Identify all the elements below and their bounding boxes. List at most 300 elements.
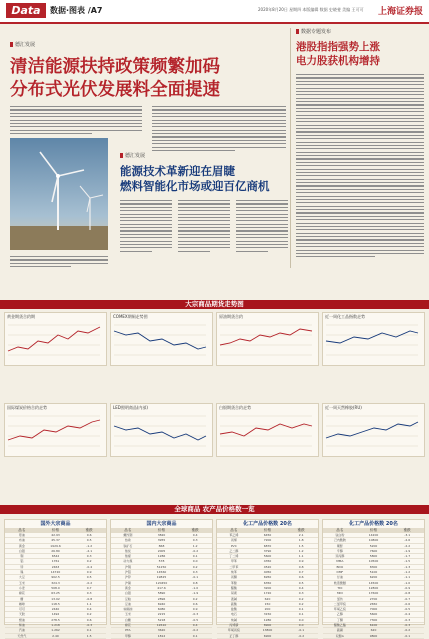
table-cell: 2700 bbox=[369, 596, 378, 601]
table-cell: 13.02 bbox=[51, 596, 60, 601]
table-cell: 丙酮 bbox=[230, 575, 237, 580]
table-chem-gainers bbox=[216, 519, 319, 638]
table-cell: 1.1 bbox=[298, 554, 304, 559]
sub-body-col3 bbox=[236, 200, 288, 254]
table-cell: 5800 bbox=[369, 554, 378, 559]
table-cell: 5200 bbox=[369, 543, 378, 548]
table-cell: 铁矿石 bbox=[123, 543, 133, 548]
table-cell: 软泡聚醚 bbox=[333, 580, 346, 585]
table-header-cell: 涨跌 bbox=[85, 528, 93, 532]
table-cell: -0.8 bbox=[86, 596, 93, 601]
table-cell: 醋酸乙酯 bbox=[333, 623, 346, 628]
chart-plot bbox=[114, 321, 209, 361]
table-cell: 1.1 bbox=[86, 601, 92, 606]
table-cell: -1.9 bbox=[192, 591, 199, 596]
table-cell: 沪锌 bbox=[124, 575, 131, 580]
table-cell: 620 bbox=[370, 628, 377, 633]
table-title: 国外大宗商品 bbox=[40, 521, 71, 527]
commodity-chart bbox=[322, 403, 425, 457]
table-cell: 液碱 bbox=[230, 596, 237, 601]
main-body-col2 bbox=[152, 106, 286, 153]
table-cell: 锌 bbox=[20, 564, 24, 569]
table-cell: 小麦 bbox=[18, 585, 25, 590]
table-cell: 12610 bbox=[156, 623, 167, 628]
chart-line bbox=[8, 420, 100, 440]
table-cell: 0.9 bbox=[86, 570, 92, 575]
table-cell: 1761 bbox=[51, 559, 60, 564]
table-cell: 2.40 bbox=[52, 633, 59, 638]
commodity-chart bbox=[4, 312, 107, 366]
table-cell: -0.3 bbox=[86, 623, 93, 628]
table-cell: -0.2 bbox=[192, 628, 199, 633]
table-cell: TDI bbox=[337, 585, 343, 590]
table-cell: 868 bbox=[158, 543, 165, 548]
table-cell: 0.2 bbox=[86, 612, 92, 617]
table-cell: 0.2 bbox=[298, 596, 304, 601]
table-cell: 乙醇 bbox=[336, 612, 343, 617]
table-title: 国内大宗商品 bbox=[146, 521, 177, 527]
table-cell: 5218 bbox=[157, 617, 166, 622]
table-cell: -0.1 bbox=[192, 575, 199, 580]
table-header-cell: 品名 bbox=[336, 528, 344, 532]
table-cell: 2896 bbox=[157, 596, 166, 601]
table-cell: 2215 bbox=[157, 612, 166, 617]
sub-title-line1: 能源技术革新迎在眉睫 bbox=[120, 164, 235, 178]
table-cell: -0.2 bbox=[404, 628, 411, 633]
sub-body-col1 bbox=[120, 200, 172, 254]
table-cell: 0.9 bbox=[298, 559, 304, 564]
table-cell: 正丁醇 bbox=[229, 633, 239, 638]
table-cell: 咖啡 bbox=[18, 601, 25, 606]
table-foreign-commodities bbox=[4, 519, 107, 638]
table-cell: 3150 bbox=[263, 612, 272, 617]
table-cell: 棕榈油 bbox=[123, 607, 133, 612]
table-cell: 8900 bbox=[263, 623, 272, 628]
table-cell: 578 bbox=[158, 559, 165, 564]
table-cell: 甘油 bbox=[336, 575, 343, 580]
table-row bbox=[5, 634, 106, 639]
table-cell: 6350 bbox=[263, 580, 272, 585]
table-title: 化工产品价格数 20名 bbox=[243, 521, 292, 527]
table-header-cell: 品名 bbox=[18, 528, 26, 532]
table-cell: 沪铝 bbox=[124, 570, 131, 575]
table-cell: 0.2 bbox=[86, 559, 92, 564]
right-title-line1: 港股指指强势上涨 bbox=[296, 41, 380, 53]
sub-title-line2: 燃料智能化市场或迎百亿商机 bbox=[120, 179, 270, 193]
table-cell: 乙二醇 bbox=[229, 548, 239, 553]
table-cell: 苯酚 bbox=[230, 580, 237, 585]
table-cell: -1.2 bbox=[86, 543, 93, 548]
table-cell: 0.0 bbox=[298, 623, 304, 628]
table-row bbox=[111, 634, 212, 639]
table-cell: DMF bbox=[336, 570, 344, 575]
chart-line bbox=[8, 327, 100, 351]
chart-plot bbox=[326, 321, 421, 361]
table-header-cell: 涨跌 bbox=[297, 528, 305, 532]
table-cell: 63.25 bbox=[51, 591, 60, 596]
table-cell: 3790 bbox=[263, 548, 272, 553]
table-cell: 丙烯 bbox=[230, 538, 237, 543]
table-cell: 0.5 bbox=[86, 575, 92, 580]
table-cell: 0.4 bbox=[86, 607, 92, 612]
table-cell: 沪镍 bbox=[124, 580, 131, 585]
table-cell: -0.7 bbox=[404, 596, 411, 601]
table-cell: 17600 bbox=[368, 591, 379, 596]
table-cell: -0.3 bbox=[404, 617, 411, 622]
chart-line bbox=[114, 331, 206, 349]
table-cell: 1.218 bbox=[51, 623, 60, 628]
table-cell: 9800 bbox=[369, 633, 378, 638]
table-chem-losers bbox=[322, 519, 425, 638]
table-cell: 盐酸 bbox=[230, 607, 237, 612]
table-header-cell: 价格 bbox=[158, 528, 165, 532]
table-header-cell: 价格 bbox=[370, 528, 377, 532]
table-cell: 1.262 bbox=[51, 628, 60, 633]
table-cell: -0.4 bbox=[404, 612, 411, 617]
table-header-cell: 涨跌 bbox=[191, 528, 199, 532]
table-cell: 黄金 bbox=[124, 585, 131, 590]
table-cell: 白糖 bbox=[124, 617, 131, 622]
chart-title: 原油期货合约 bbox=[219, 314, 243, 319]
table-cell: -1.9 bbox=[404, 548, 411, 553]
chart-plot bbox=[8, 412, 103, 452]
table-cell: 环氧乙烷 bbox=[333, 607, 346, 612]
table-cell: 45.37 bbox=[51, 538, 60, 543]
table-cell: 甲醇 bbox=[124, 633, 131, 638]
table-cell: 42.93 bbox=[51, 533, 60, 537]
table-cell: 6950 bbox=[263, 575, 272, 580]
table-cell: 二甲苯 bbox=[229, 564, 239, 569]
table-cell: 0.8 bbox=[298, 564, 304, 569]
table-cell: 1.2 bbox=[298, 548, 304, 553]
table-cell: 燃油 bbox=[18, 617, 25, 622]
table-cell: 硫酸 bbox=[230, 601, 237, 606]
table-cell: 3200 bbox=[263, 585, 272, 590]
commodity-chart bbox=[110, 403, 213, 457]
table-cell: 6080 bbox=[157, 607, 166, 612]
table-cell: 沪铜 bbox=[124, 564, 131, 569]
chart-title: 黄金期货合约期 bbox=[7, 314, 35, 319]
chart-line bbox=[114, 426, 206, 440]
table-cell: 2.1 bbox=[298, 533, 304, 537]
main-body-col1 bbox=[10, 106, 142, 136]
table-cell: 120450 bbox=[155, 580, 168, 585]
table-cell: -0.8 bbox=[404, 591, 411, 596]
table-cell: 6200 bbox=[369, 575, 378, 580]
table-cell: 螺纹钢 bbox=[123, 533, 133, 537]
table-cell: 丁酮 bbox=[336, 617, 343, 622]
table-cell: -3.1 bbox=[404, 533, 411, 537]
table-cell: 2005 bbox=[157, 548, 166, 553]
table-cell: 3620 bbox=[157, 628, 166, 633]
table-row bbox=[217, 634, 318, 639]
table-cell: 14720 bbox=[50, 570, 61, 575]
table-cell: 1286 bbox=[157, 554, 166, 559]
table-cell: -0.5 bbox=[404, 607, 411, 612]
table-cell: 278.5 bbox=[51, 617, 60, 622]
chart-plot bbox=[220, 412, 315, 452]
chart-title: 近一周天然橡胶(RU) bbox=[325, 405, 362, 410]
table-cell: 原油 bbox=[18, 533, 25, 537]
date-line: 2020年8月20日 星期四 本版编辑 数据 史晓斐 美编 王可可 bbox=[258, 7, 364, 12]
table-cell: -0.1 bbox=[404, 633, 411, 638]
table-cell: -1.7 bbox=[404, 554, 411, 559]
table-cell: 二氯甲烷 bbox=[333, 601, 346, 606]
sub-title bbox=[120, 164, 290, 194]
table-cell: -0.2 bbox=[298, 633, 305, 638]
table-cell: -0.5 bbox=[192, 617, 199, 622]
table-cell: 0.1 bbox=[192, 633, 198, 638]
chart-line bbox=[326, 331, 418, 343]
table-cell: 4520 bbox=[263, 564, 272, 569]
table-cell: 3955 bbox=[157, 538, 166, 543]
chart-plot bbox=[8, 321, 103, 361]
section-name: 数据·图表 /A7 bbox=[50, 6, 103, 15]
table-cell: 环氧丙烷 bbox=[227, 628, 240, 633]
table-cell: 4350 bbox=[263, 559, 272, 564]
table-cell: 1720 bbox=[263, 591, 272, 596]
table-cell: 己内酰胺 bbox=[333, 538, 346, 543]
commodity-chart bbox=[322, 312, 425, 366]
table-cell: 玉米 bbox=[124, 612, 131, 617]
table-header-cell: 品名 bbox=[230, 528, 238, 532]
table-cell: 118.5 bbox=[51, 601, 60, 606]
table-cell: 硫磺 bbox=[336, 628, 343, 633]
table-cell: 2463 bbox=[51, 564, 60, 569]
table-cell: 6940 bbox=[157, 601, 166, 606]
table-cell: 6450 bbox=[263, 533, 272, 537]
main-kicker: 德汇发展 bbox=[10, 41, 35, 48]
table-cell: 1.8 bbox=[298, 538, 304, 543]
table-cell: 棉花 bbox=[124, 623, 131, 628]
table-cell: 3820 bbox=[157, 533, 166, 537]
table-cell: 0.0 bbox=[298, 617, 304, 622]
table-cell: 0.3 bbox=[86, 591, 92, 596]
table-cell: 7300 bbox=[369, 617, 378, 622]
right-body bbox=[296, 74, 424, 260]
table-cell: 白银 bbox=[18, 548, 25, 553]
table-cell: 柴油 bbox=[18, 623, 25, 628]
main-title-line2: 分布式光伏发展料全面提速 bbox=[10, 80, 220, 100]
table-cell: 氯仿 bbox=[336, 596, 343, 601]
table-cell: 醋酸 bbox=[230, 585, 237, 590]
table-cell: -2.6 bbox=[404, 538, 411, 543]
tables-band: 全球商品 农产品价格数一览 bbox=[0, 505, 429, 514]
table-cell: 51250 bbox=[156, 564, 167, 569]
table-cell: 5100 bbox=[369, 570, 378, 575]
main-title bbox=[10, 56, 286, 102]
table-cell: 5890 bbox=[157, 591, 166, 596]
table-cell: 7000 bbox=[369, 607, 378, 612]
table-cell: -0.2 bbox=[192, 548, 199, 553]
table-cell: -0.3 bbox=[192, 612, 199, 617]
table-cell: 12800 bbox=[368, 585, 379, 590]
table-cell: MMA bbox=[336, 559, 344, 564]
table-body bbox=[5, 533, 106, 639]
table-cell: -1.0 bbox=[192, 585, 199, 590]
table-cell: 0.7 bbox=[86, 585, 92, 590]
main-title-line1: 清洁能源扶持政策频繁加码 bbox=[10, 57, 220, 77]
table-cell: -0.1 bbox=[298, 628, 305, 633]
table-cell: 6100 bbox=[369, 623, 378, 628]
table-cell: -1.3 bbox=[404, 564, 411, 569]
table-body bbox=[323, 533, 424, 639]
table-cell: 1.5 bbox=[298, 543, 304, 548]
table-cell: 焦煤 bbox=[124, 554, 131, 559]
table-cell: 丙烯腈 bbox=[229, 623, 239, 628]
table-cell: 0.6 bbox=[86, 617, 92, 622]
table-row bbox=[323, 634, 424, 639]
table-cell: 1.2 bbox=[192, 543, 198, 548]
table-cell: 0.4 bbox=[192, 623, 198, 628]
table-cell: 5600 bbox=[369, 612, 378, 617]
table-cell: 10500 bbox=[368, 559, 379, 564]
chart-title: 白银期货合约走势 bbox=[219, 405, 251, 410]
table-cell: 天然气 bbox=[17, 633, 27, 638]
table-cell: 棉花 bbox=[18, 591, 25, 596]
table-cell: 417.6 bbox=[157, 585, 166, 590]
table-cell: 0.6 bbox=[192, 601, 198, 606]
table-cell: 焦炭 bbox=[124, 548, 131, 553]
table-cell: -0.6 bbox=[404, 601, 411, 606]
chart-title: COMEX期铜走势图 bbox=[113, 314, 148, 319]
table-cell: MDI bbox=[336, 591, 343, 596]
chart-line bbox=[326, 422, 418, 438]
table-cell: 大豆 bbox=[18, 575, 25, 580]
table-cell: 0.1 bbox=[86, 628, 92, 633]
data-logo: Data bbox=[6, 3, 46, 18]
table-cell: 2440 bbox=[51, 607, 60, 612]
table-body bbox=[111, 533, 212, 639]
table-cell: 铜 bbox=[20, 554, 24, 559]
chart-title: 近一周化工品指数走势 bbox=[325, 314, 365, 319]
table-cell: 异丙醇 bbox=[335, 554, 345, 559]
table-body bbox=[217, 533, 318, 639]
table-cell: -2.2 bbox=[404, 543, 411, 548]
table-cell: 0.1 bbox=[298, 607, 304, 612]
chart-title: LED照明商品(内部) bbox=[113, 405, 148, 410]
table-cell: 0.3 bbox=[192, 570, 198, 575]
table-cell: 19825 bbox=[156, 575, 167, 580]
table-cell: 布油 bbox=[18, 538, 25, 543]
table-cell: 14200 bbox=[368, 533, 379, 537]
table-cell: 14500 bbox=[368, 580, 379, 585]
table-cell: 甲苯 bbox=[230, 559, 237, 564]
table-cell: -0.4 bbox=[86, 564, 93, 569]
table-cell: 6870 bbox=[263, 543, 272, 548]
table-cell: 电石 bbox=[230, 612, 237, 617]
masthead bbox=[0, 0, 429, 24]
chart-plot bbox=[220, 321, 315, 361]
table-title: 化工产品价格数 20名 bbox=[349, 521, 398, 527]
table-cell: 0.3 bbox=[192, 538, 198, 543]
table-domestic-commodities bbox=[110, 519, 213, 638]
table-cell: 200 bbox=[264, 607, 271, 612]
right-title-line2: 电力股获机构增持 bbox=[296, 55, 380, 67]
table-cell: 508.0 bbox=[51, 585, 60, 590]
table-cell: 620 bbox=[264, 596, 271, 601]
table-cell: 0.3 bbox=[86, 554, 92, 559]
table-cell: 黄金 bbox=[18, 543, 25, 548]
right-title bbox=[296, 40, 424, 68]
table-cell: 6542 bbox=[51, 554, 60, 559]
table-cell: 0.0 bbox=[192, 559, 198, 564]
table-cell: 糖 bbox=[20, 596, 24, 601]
table-cell: PVC bbox=[230, 543, 237, 548]
chart-line bbox=[220, 329, 312, 345]
table-cell: 0.2 bbox=[298, 601, 304, 606]
column-rule bbox=[290, 28, 291, 268]
table-cell: 1.5 bbox=[86, 633, 92, 638]
table-cell: 0.5 bbox=[298, 580, 304, 585]
table-cell: 白银 bbox=[124, 591, 131, 596]
table-cell: 苯乙烯 bbox=[229, 533, 239, 537]
table-cell: 0.5 bbox=[86, 538, 92, 543]
right-kicker: 数据专题发布 bbox=[296, 28, 331, 35]
table-cell: 豆粕 bbox=[124, 596, 131, 601]
table-cell: 尿素 bbox=[230, 591, 237, 596]
table-cell: 丁二烯 bbox=[229, 554, 239, 559]
table-cell: 1812 bbox=[157, 633, 166, 638]
table-cell: 纯苯 bbox=[230, 570, 237, 575]
table-cell: 镍 bbox=[20, 570, 24, 575]
table-cell: 天胶 bbox=[18, 612, 25, 617]
charts-band: 大宗商品期货走势图 bbox=[0, 300, 429, 309]
wind-turbine-photo bbox=[10, 138, 108, 250]
table-cell: 0.9 bbox=[192, 607, 198, 612]
table-cell: 0.1 bbox=[298, 612, 304, 617]
table-cell: 动力煤 bbox=[123, 559, 133, 564]
table-cell: 7200 bbox=[263, 538, 272, 543]
main-body-col1b bbox=[10, 256, 108, 270]
table-cell: 0.7 bbox=[298, 570, 304, 575]
table-cell: 汽油 bbox=[18, 628, 25, 633]
table-cell: 4050 bbox=[263, 570, 272, 575]
table-header-cell: 品名 bbox=[124, 528, 132, 532]
table-cell: 0.4 bbox=[298, 585, 304, 590]
table-cell: -1.1 bbox=[404, 575, 411, 580]
table-cell: 902.5 bbox=[51, 575, 60, 580]
sub-body-col2 bbox=[178, 200, 230, 254]
table-cell: 0.2 bbox=[192, 564, 198, 569]
paper-name: 上海证券报 bbox=[377, 7, 423, 17]
table-cell: 0.8 bbox=[192, 580, 198, 585]
table-cell: 6900 bbox=[263, 633, 272, 638]
table-cell: 铝 bbox=[20, 559, 24, 564]
chart-plot bbox=[326, 412, 421, 452]
chart-plot bbox=[114, 412, 209, 452]
table-cell: 1492 bbox=[51, 612, 60, 617]
table-cell: 纯碱 bbox=[230, 617, 237, 622]
table-cell: 0.2 bbox=[192, 596, 198, 601]
chart-title: 国际煤炭价格合约走势 bbox=[7, 405, 47, 410]
table-cell: 1929.6 bbox=[50, 543, 61, 548]
table-cell: BDO bbox=[336, 564, 344, 569]
table-cell: 可可 bbox=[18, 607, 25, 612]
commodity-chart bbox=[216, 403, 319, 457]
table-cell: 324.3 bbox=[51, 580, 60, 585]
table-cell: -1.5 bbox=[404, 559, 411, 564]
table-cell: 玉米 bbox=[18, 580, 25, 585]
table-cell: 26.80 bbox=[51, 548, 60, 553]
table-cell: 豆油 bbox=[124, 601, 131, 606]
table-cell: -0.9 bbox=[404, 585, 411, 590]
commodity-chart bbox=[216, 312, 319, 366]
table-cell: 150 bbox=[264, 601, 271, 606]
table-cell: 双酚A bbox=[335, 633, 344, 638]
table-cell: 13800 bbox=[262, 628, 273, 633]
table-cell: 10800 bbox=[368, 538, 379, 543]
